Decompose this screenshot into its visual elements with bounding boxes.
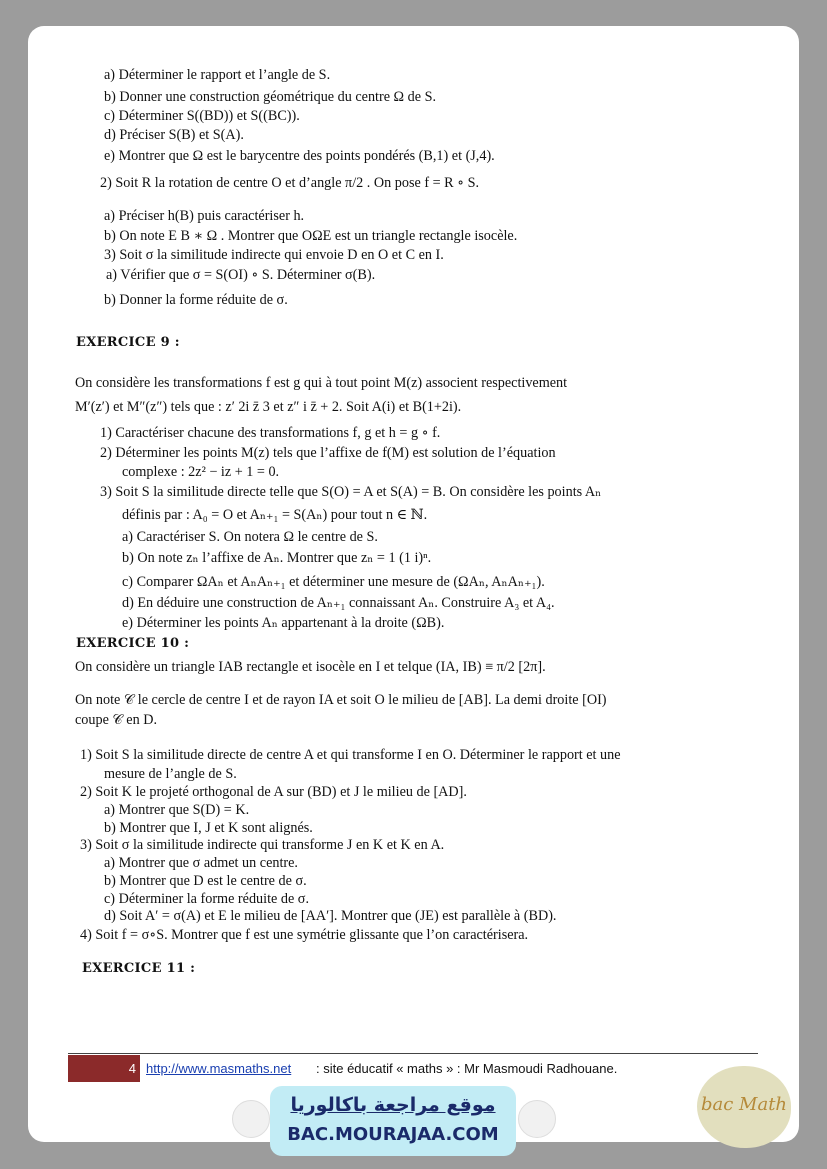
text-line: 4) Soit f = σ∘S. Montrer que f est une symétrie glissante que l’on caractérisera. xyxy=(80,927,529,943)
text-line: e) Montrer que Ω est le barycentre des points pondérés (B,1) et (J,4). xyxy=(104,148,495,164)
text-line: a) Déterminer le rapport et l’angle de S. xyxy=(104,67,331,83)
text-line: définis par : A₀ = O et Aₙ₊₁ = S(Aₙ) pour tout n ∈ ℕ. xyxy=(122,507,428,523)
text-line: b) On note E B ∗ Ω . Montrer que OΩE est un triangle rectangle isocèle. xyxy=(104,228,518,244)
text-line: a) Caractériser S. On notera Ω le centre de S. xyxy=(122,529,378,545)
text-line: complexe : 2z² − iz + 1 = 0. xyxy=(122,464,280,480)
text-line: b) On note zₙ l’affixe de Aₙ. Montrer que zₙ = 1 (1 i)ⁿ. xyxy=(122,550,432,566)
text-line: M′(z′) et M″(z″) tels que : z′ 2i z̄ 3 et z″ i z̄ + 2. Soit A(i) et B(1+2i). xyxy=(75,399,462,415)
exercise-heading: EXERCICE 10 : xyxy=(76,636,190,651)
exercise-heading: EXERCICE 9 : xyxy=(76,335,180,350)
text-line: c) Déterminer la forme réduite de σ. xyxy=(104,891,309,907)
text-line: a) Préciser h(B) puis caractériser h. xyxy=(104,208,305,224)
text-line: 3) Soit S la similitude directe telle que S(O) = A et S(A) = B. On considère les points Aₙ xyxy=(100,484,602,500)
text-line: On note 𝒞 le cercle de centre I et de rayon IA et soit O le milieu de [AB]. La demi droite [OI) xyxy=(75,692,607,708)
banner-arabic-text: موقع مراجعة باكالوريا xyxy=(290,1094,496,1116)
text-line: e) Déterminer les points Aₙ appartenant à la droite (ΩB). xyxy=(122,615,445,631)
text-line: On considère les transformations f est g qui à tout point M(z) associent respectivement xyxy=(75,375,568,391)
text-line: d) Soit A′ = σ(A) et E le milieu de [AA′]. Montrer que (JE) est parallèle à (BD). xyxy=(104,908,557,924)
text-line: a) Montrer que σ admet un centre. xyxy=(104,855,298,871)
text-line: 2) Déterminer les points M(z) tels que l’affixe de f(M) est solution de l’équation xyxy=(100,445,556,461)
text-line: On considère un triangle IAB rectangle et isocèle en I et telque (IA, IB) ≡ π/2 [2π]. xyxy=(75,659,546,675)
text-line: a) Montrer que S(D) = K. xyxy=(104,802,250,818)
footer-text: : site éducatif « maths » : Mr Masmoudi Radhouane. xyxy=(316,1061,618,1076)
text-line: coupe 𝒞 en D. xyxy=(75,712,158,728)
text-line: 2) Soit K le projeté orthogonal de A sur (BD) et J le milieu de [AD]. xyxy=(80,784,467,800)
text-line: mesure de l’angle de S. xyxy=(104,766,237,782)
text-line: b) Donner une construction géométrique du centre Ω de S. xyxy=(104,89,437,105)
text-line: c) Déterminer S((BD)) et S((BC)). xyxy=(104,108,300,124)
bac-mourajaa-banner[interactable] xyxy=(270,1086,516,1156)
document-page xyxy=(28,26,799,1142)
text-line: b) Donner la forme réduite de σ. xyxy=(104,292,288,308)
badge-text: bac Math xyxy=(700,1094,788,1115)
footer-divider xyxy=(68,1053,758,1054)
text-line: a) Vérifier que σ = S(OI) ∘ S. Déterminer σ(B). xyxy=(106,267,376,283)
text-line: 3) Soit σ la similitude indirecte qui envoie D en O et C en I. xyxy=(104,247,444,263)
right-logo-icon xyxy=(518,1100,556,1138)
text-line: c) Comparer ΩAₙ et AₙAₙ₊₁ et déterminer une mesure de (ΩAₙ, AₙAₙ₊₁). xyxy=(122,574,545,590)
text-line: 1) Caractériser chacune des transformations f, g et h = g ∘ f. xyxy=(100,425,441,441)
text-line: d) En déduire une construction de Aₙ₊₁ connaissant Aₙ. Construire A₃ et A₄. xyxy=(122,595,555,611)
text-line: b) Montrer que D est le centre de σ. xyxy=(104,873,307,889)
page-number: 4 xyxy=(68,1055,140,1082)
left-logo-icon xyxy=(232,1100,270,1138)
text-line: 3) Soit σ la similitude indirecte qui transforme J en K et K en A. xyxy=(80,837,445,853)
text-line: 2) Soit R la rotation de centre O et d’angle π/2 . On pose f = R ∘ S. xyxy=(100,175,480,191)
banner-latin-text: BAC.MOURAJAA.COM xyxy=(287,1124,499,1145)
text-line: 1) Soit S la similitude directe de centre A et qui transforme I en O. Déterminer le rapport et une xyxy=(80,747,621,763)
bac-math-badge xyxy=(697,1066,791,1148)
text-line: d) Préciser S(B) et S(A). xyxy=(104,127,244,143)
exercise-heading: EXERCICE 11 : xyxy=(82,961,196,976)
text-line: b) Montrer que I, J et K sont alignés. xyxy=(104,820,313,836)
site-link[interactable]: http://www.masmaths.net xyxy=(146,1061,292,1076)
